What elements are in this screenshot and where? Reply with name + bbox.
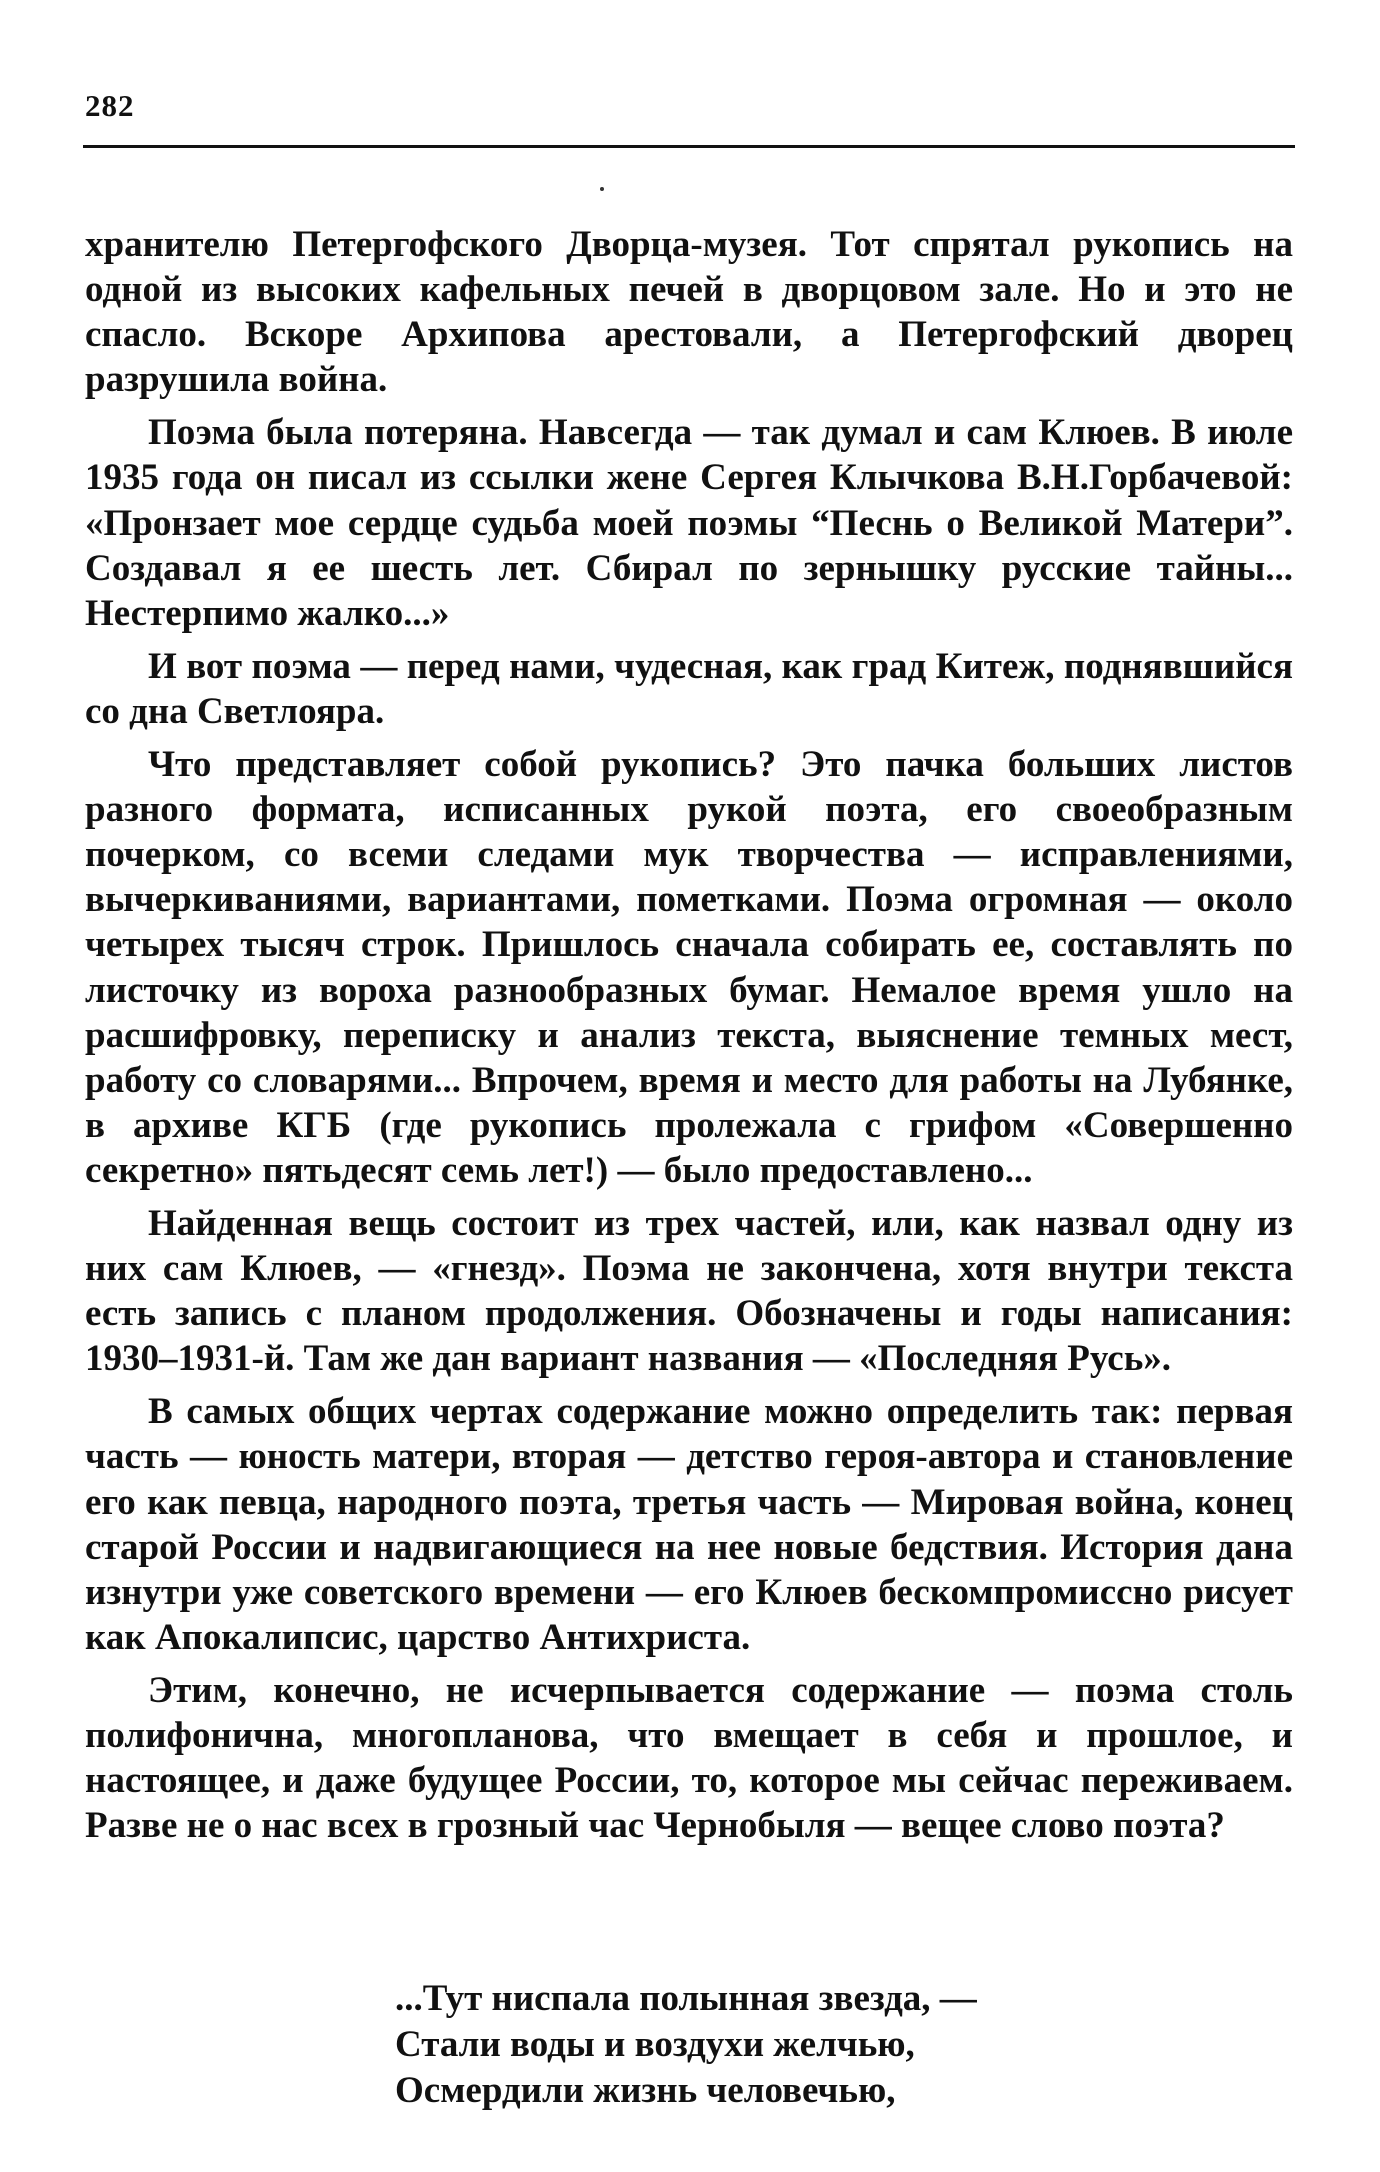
poem-line: Осмердили жизнь человечью, (395, 2070, 896, 2111)
poem-quote (395, 1976, 977, 2114)
poem-line: Стали воды и воздухи желчью, (395, 2024, 915, 2065)
paragraph: И вот поэма — перед нами, чудесная, как град Китеж, поднявшийся со дна Светлояра. (85, 645, 1293, 732)
paragraph: Найденная вещь состоит из трех частей, или, как назвал одну из них сам Клюев, — «гнезд». Поэма не закончена, хотя внутри текста есть запись с планом продолжения. Обозначены и годы написания: 1930–1931-й. Там же дан вариант названия — «Последняя Русь». (85, 1202, 1293, 1380)
paragraph-continued: хранителю Петергофского Дворца-музея. Тот спрятал рукопись на одной из высоких кафельных печей в дворцовом зале. Но и это не спасло. Вскоре Архипова арестовали, а Петергофский дворец разрушила война. (85, 224, 1293, 401)
paragraph: В самых общих чертах содержание можно определить так: первая часть — юность матери, вторая — детство героя-автора и становление его как певца, народного поэта, третья часть — Мировая война, конец старой России и надвигающиеся на нее новые бедствия. История дана изнутри уже советского времени — его Клюев бескомпромиссно рисует как Апокалипсис, царство Антихриста. (85, 1391, 1293, 1658)
body-text (85, 222, 1293, 1856)
paragraph: Этим, конечно, не исчерпывается содержание — поэма столь полифонична, многопланова, что вмещает в себя и прошлое, и настоящее, и даже будущее России, то, которое мы сейчас переживаем. Разве не о нас всех в грозный час Чернобыля — вещее слово поэта? (85, 1669, 1293, 1847)
header-rule (83, 145, 1295, 148)
paragraph: Что представляет собой рукопись? Это пачка больших листов разного формата, исписанных рукой поэта, его своеобразным почерком, со всеми следами мук творчества — исправлениями, вычеркиваниями, вариантами, пометками. Поэма огромная — около четырех тысяч строк. Пришлось сначала собирать ее, составлять по листочку из вороха разнообразных бумаг. Немалое время ушло на расшифровку, переписку и анализ текста, выяснение темных мест, работу со словарями... Впрочем, время и место для работы на Лубянке, в архиве КГБ (где рукопись пролежала с грифом «Совершенно секретно» пятьдесят семь лет!) — было предоставлено... (85, 744, 1293, 1191)
poem-line: ...Тут ниспала полынная звезда, — (395, 1978, 977, 2019)
print-speck (600, 187, 604, 191)
page-number: 282 (85, 88, 135, 123)
paragraph: Поэма была потеряна. Навсегда — так думал и сам Клюев. В июле 1935 года он писал из ссылки жене Сергея Клычкова В.Н.Горбачевой: «Пронзает мое сердце судьба моей поэмы “Песнь о Великой Матери”. Создавал я ее шесть лет. Сбирал по зернышку русские тайны... Нестерпимо жалко...» (85, 412, 1293, 634)
